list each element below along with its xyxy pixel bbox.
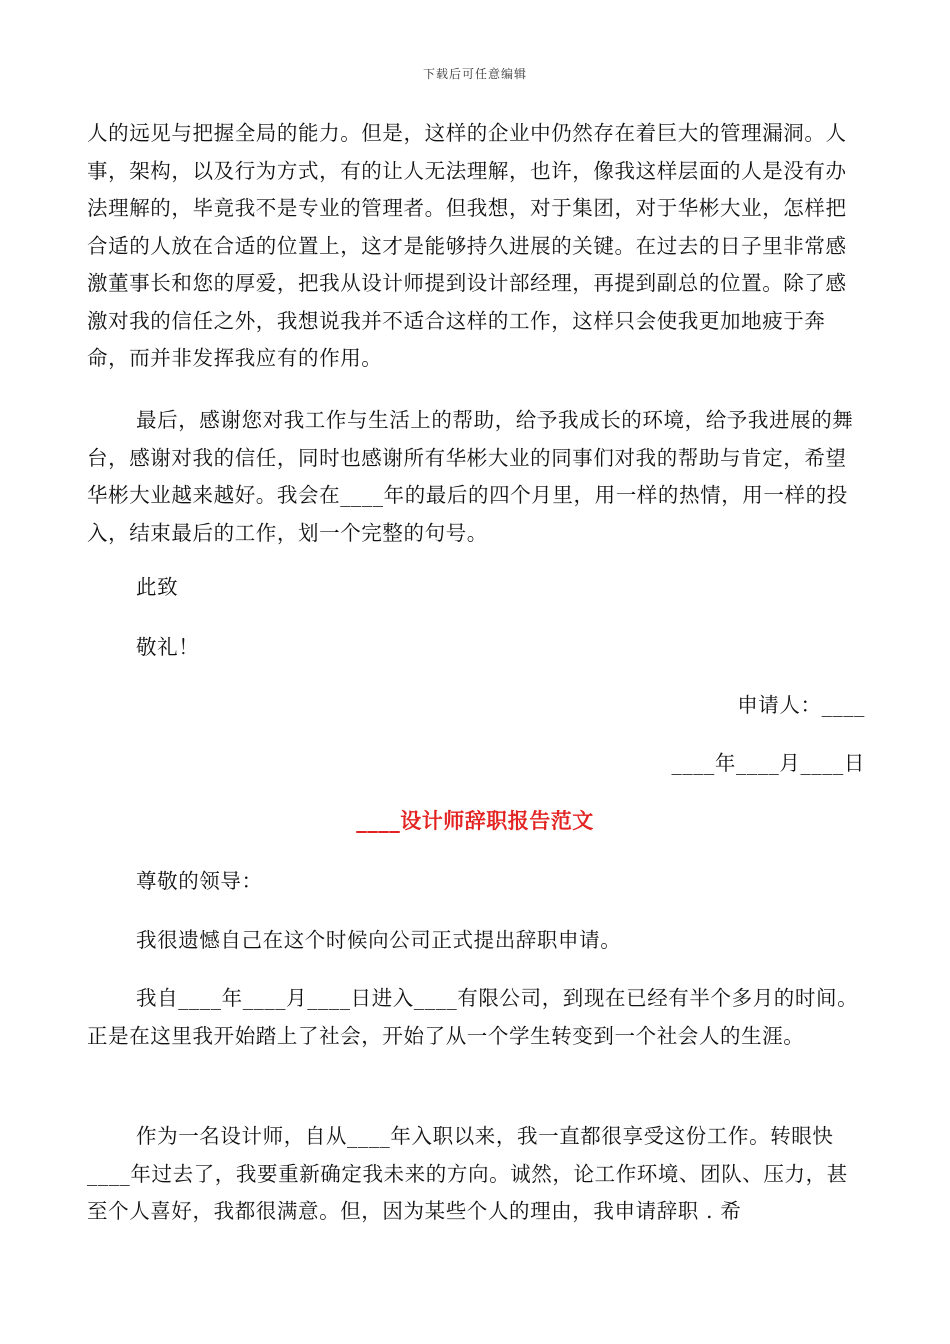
paragraph-continuation: 人的远见与把握全局的能力。但是，这样的企业中仍然存在着巨大的管理漏洞。人事，架构，以及行为方式，有的让人无法理解，也许，像我这样层面的人是没有办法理解的，毕竟我不是专业的管理者。但我想，对于集团，对于华彬大业，怎样把合适的人放在合适的位置上，这才是能够持久进展的关键。在过去的日子里非常感激董事长和您的厚爱，把我从设计师提到设计部经理，再提到副总的位置。除了感激对我的信任之外，我想说我并不适合这样的工作，这样只会使我更加地疲于奔命，而并非发挥我应有的作用。 xyxy=(87,121,847,370)
date-line: ____年____月____日 xyxy=(671,751,865,775)
section-title: ____设计师辞职报告范文 xyxy=(356,809,594,833)
paragraph-intro: 我很遗憾自己在这个时候向公司正式提出辞职申请。 xyxy=(136,928,622,952)
header-note: 下载后可任意编辑 xyxy=(422,67,527,81)
paragraph-thanks: 最后，感谢您对我工作与生活上的帮助，给予我成长的环境，给予我进展的舞台，感谢对我的信任，同时也感谢所有华彬大业的同事们对我的帮助与肯定，希望华彬大业越来越好。我会在____年的最后的四个月里，用一样的热情，用一样的投入，结束最后的工作，划一个完整的句号。 xyxy=(87,408,854,545)
closing-greeting: 此致 xyxy=(136,575,179,599)
closing-salute: 敬礼！ xyxy=(136,635,200,659)
applicant-signature-line: 申请人：____ xyxy=(737,693,865,717)
salutation: 尊敬的领导： xyxy=(136,869,263,893)
paragraph-reason: 作为一名设计师，自从____年入职以来，我一直都很享受这份工作。转眼快____年过去了，我要重新确定我未来的方向。诚然，论工作环境、团队、压力，甚至个人喜好，我都很满意。但，因为某些个人的理由，我申请辞职 . 希 xyxy=(87,1124,848,1223)
paragraph-history: 我自____年____月____日进入____有限公司，到现在已经有半个多月的时间。正是在这里我开始踏上了社会，开始了从一个学生转变到一个社会人的生涯。 xyxy=(87,986,859,1048)
